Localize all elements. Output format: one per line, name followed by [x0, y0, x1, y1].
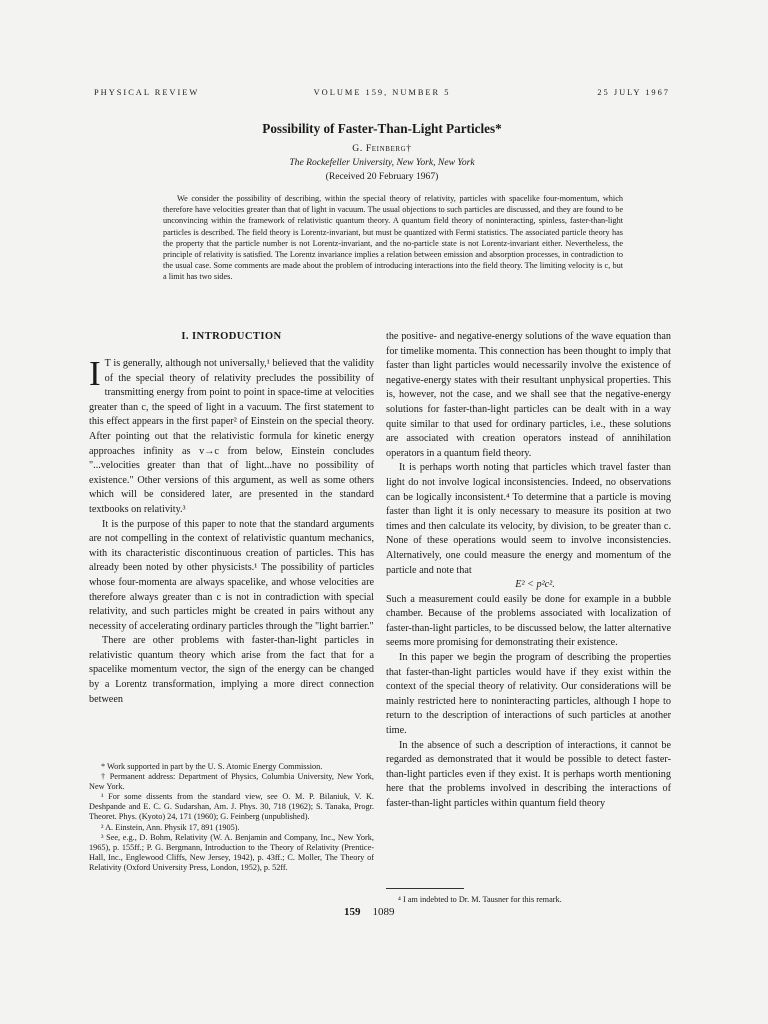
right-paragraph-5: In the absence of such a description of interactions, it cannot be regarded as demonstrated that it would be possible to detect faster-than-light particles even if they exist. It is perhaps worth mentioning here that the problems involved in describing the interactions of faster-than-light particles within quantum field theory [386, 739, 671, 809]
section-heading: I. INTRODUCTION [181, 331, 282, 342]
footnote-2: ² A. Einstein, Ann. Physik 17, 891 (1905). [101, 822, 240, 832]
drop-cap: I [89, 354, 101, 393]
footnote-permanent-address: † Permanent address: Department of Physics, Columbia University, New York, New York. [89, 772, 374, 792]
footnote-1: ¹ For some dissents from the standard view, see O. M. P. Bilaniuk, V. K. Deshpande and E. C. G. Sudarshan, Am. J. Phys. 30, 718 (1962); S. Tanaka, Progr. Theoret. Phys. (Kyoto) 24, 171 (1960); G. Feinberg (unpublished). [89, 792, 374, 822]
page-numbers [344, 906, 407, 918]
intro-paragraph-3: There are other problems with faster-than-light particles in relativistic quantum theory which arise from the fact that for a spacelike momentum vector, the sign of the energy can be changed by a Lorentz transformation, implying a more direct connection between [89, 635, 374, 705]
inequality-formula: E² < p²c². [515, 579, 555, 591]
abstract: We consider the possibility of describing, within the special theory of relativity, particles with spacelike four-momentum, which therefore have velocities greater than that of light in vacuum. The usual objections to such particles are discussed, and they are found to be unconvincing within the framework of relativistic quantum theory. A quantum field theory of noninteracting, spinless, faster-than-light particles is described. The field theory is Lorentz-invariant, but must be quantized with Fermi statistics. The associated particle theory has the property that the particle number is not Lorentz-invariant, and the no-particle state is not Lorentz-invariant either. Nevertheless, the principle of relativity is satisfied. The Lorentz invariance implies a relation between emission and absorption processes, in contradiction to the usual case. Some comments are made about the problem of introducing interactions into the field theory. The limiting velocity is c, but a limit has two sides. [163, 194, 623, 282]
paper-title: Possibility of Faster-Than-Light Particles* [262, 121, 502, 136]
footnote-rule [386, 888, 464, 889]
intro-paragraph-1-text: T is generally, although not universally,¹ believed that the validity of the special theory of relativity precludes the possibility of transmitting energy from point to point in space-time at velocities greater than c, the speed of light in a vacuum. The first statement to this effect appears in the first paper² of Einstein on the special theory. After pointing out that the relativistic formula for kinetic energy approaches infinity as v→c from below, Einstein concludes "...velocities greater than that of light...have no possibility of existence." Other versions of this argument, as well as some others which will be considered later, are presented in the standard textbooks on relativity.³ [89, 358, 374, 515]
issue-date: 25 JULY 1967 [597, 88, 670, 97]
right-paragraph-1: the positive- and negative-energy solutions of the wave equation than for timelike momenta. This connection has been thought to imply that faster than light particles would necessarily involve the existence of negative-energy states with their resultant unphysical properties. This is, however, not the case, and we shall see that the negative-energy solutions for faster-than-light particles can be dealt with in a way quite similar to that used for ordinary particles, i.e., these solutions are associated with creation operators instead of annihilation operators in a quantum field theory. [386, 331, 671, 459]
footnote-work-supported: * Work supported in part by the U. S. Atomic Energy Commission. [101, 762, 323, 771]
right-paragraph-4: In this paper we begin the program of describing the properties that faster-than-light particles would have if they exist within the context of the special theory of relativity. Our considerations will be mainly restricted here to noninteracting particles, although I hope to return to the description of interactions of such particles at another time. [386, 652, 671, 737]
journal-name: PHYSICAL REVIEW [94, 88, 200, 97]
left-column [89, 330, 374, 707]
intro-paragraph-2: It is the purpose of this paper to note that the standard arguments are not compelling in the context of relativistic quantum mechanics, with its characteristic discontinuous creation of particles. This has already been noted by other physicists.¹ The possibility of particles whose four-momenta are always spacelike, and whose velocities are therefore always greater than c is not in contradiction with special relativity, and such particles might be created in pairs without any necessity of accelerating ordinary particles through the "light barrier." [89, 518, 374, 632]
author-name: G. Feinberg† [352, 143, 412, 154]
received-date: (Received 20 February 1967) [325, 171, 439, 182]
author-affiliation: The Rockefeller University, New York, New York [289, 157, 475, 168]
footnote-3: ³ See, e.g., D. Bohm, Relativity (W. A. Benjamin and Company, Inc., New York, 1965), p. 155ff.; P. G. Bergmann, Introduction to the Theory of Relativity (Prentice-Hall, Inc., Englewood Cliffs, New Jersey, 1942), p. 43ff.; C. Moller, The Theory of Relativity (Oxford University Press, London, 1952), p. 52ff. [89, 832, 374, 872]
volume-number: VOLUME 159, NUMBER 5 [313, 88, 451, 97]
footnote-4: ⁴ I am indebted to Dr. M. Tausner for this remark. [398, 895, 562, 904]
issue-page-number: 159 [344, 906, 361, 918]
page-number: 1089 [372, 906, 395, 918]
right-paragraph-2: It is perhaps worth noting that particles which travel faster than light do not involve logical inconsistencies. Indeed, no observations can be logically inconsistent.⁴ To determine that a particle is moving faster than light it is only necessary to measure its position at two times and then calculate its velocity, by division, to be greater than c. None of these operations would seem to involve inconsistencies. Alternatively, one could measure the energy and momentum of the particle and note that [386, 462, 671, 576]
right-paragraph-3: Such a measurement could easily be done for example in a bubble chamber. Because of the problems associated with localization of faster-than-light particles, to be discussed below, the latter alternative seems more promising for demonstrating their existence. [386, 593, 671, 649]
intro-paragraph-1 [89, 354, 374, 518]
running-header [94, 88, 670, 104]
right-column [386, 330, 671, 812]
footnotes-left [89, 762, 374, 873]
footnotes-right [386, 888, 671, 905]
